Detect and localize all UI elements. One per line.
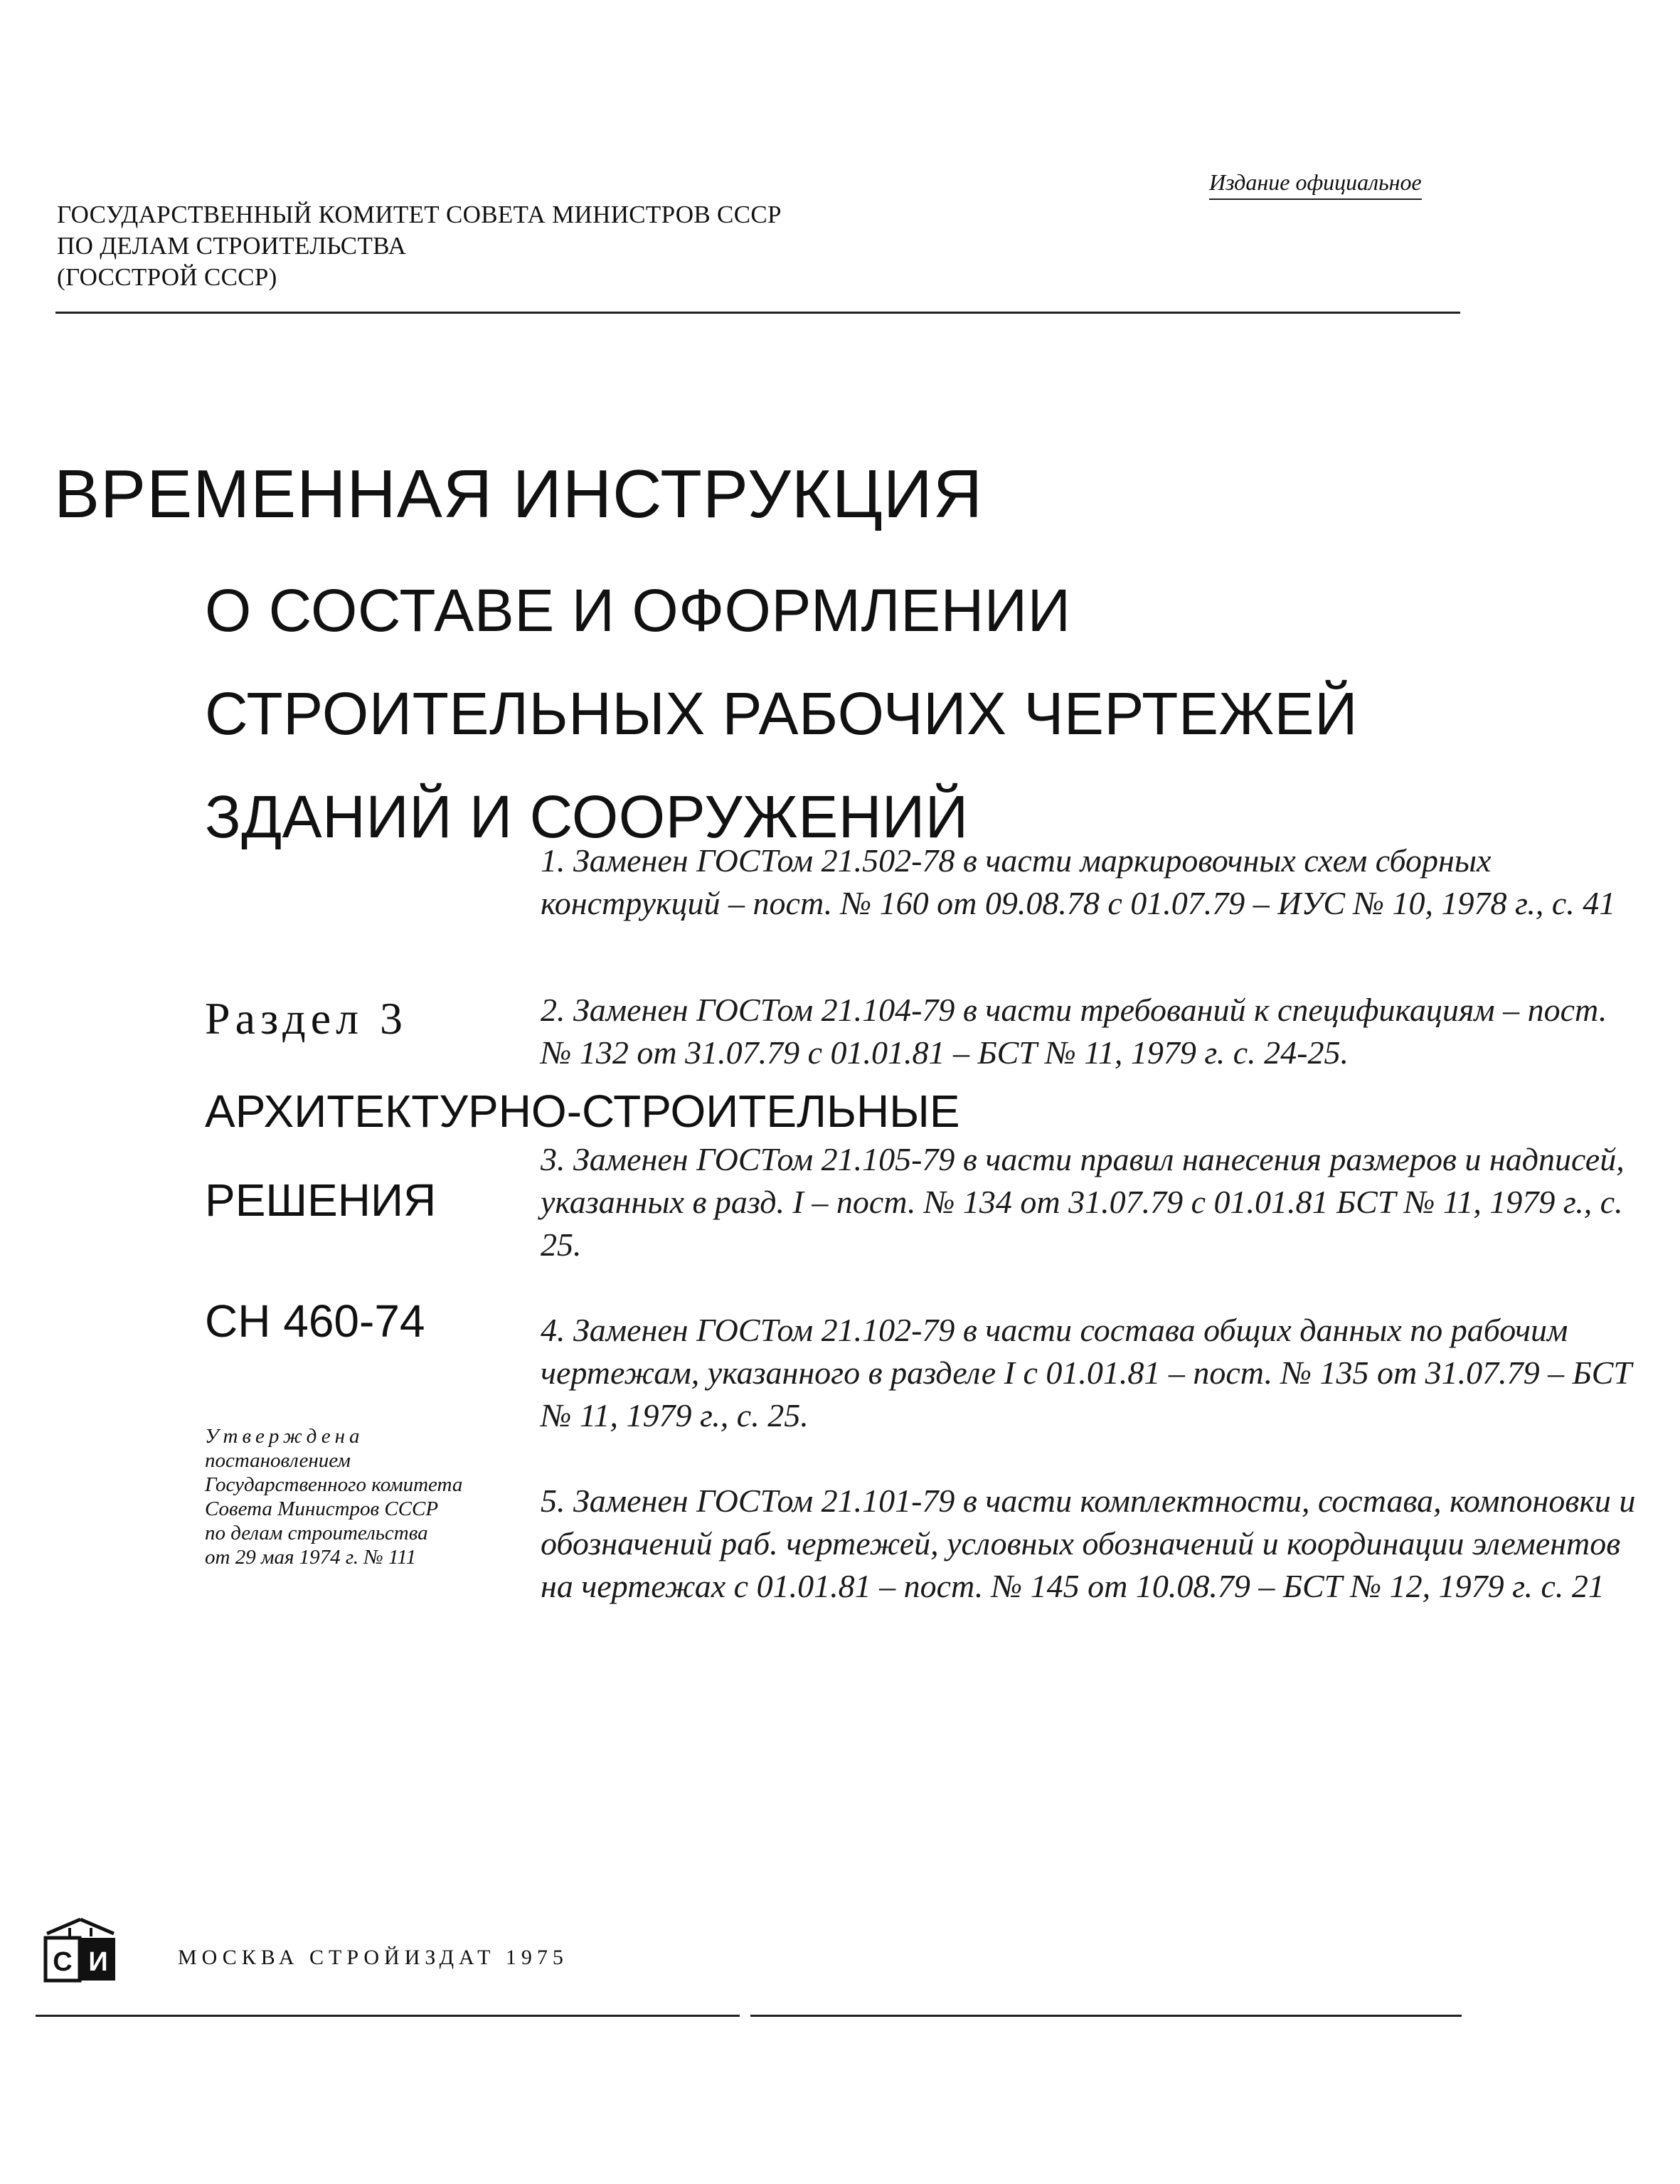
approval-line-4: Совета Министров СССР — [205, 1497, 439, 1520]
approval-line-1: Утверждена — [205, 1425, 364, 1448]
handwritten-note-3: 3. Заменен ГОСТом 21.105-79 в части правил нанесения размеров и надписей, указанных в разд. I – пост. № 134 от 31.07.79 с 01.01.81 БСТ № 11, 1979 г., с. 25. — [541, 1141, 1625, 1263]
committee-line-2: ПО ДЕЛАМ СТРОИТЕЛЬСТВА — [57, 232, 407, 260]
header-rule — [55, 312, 1460, 314]
document-subtitle-line-3: ЗДАНИЙ И СООРУЖЕНИЙ — [205, 783, 969, 850]
footer-rule-right — [750, 2015, 1462, 2017]
committee-line-1: ГОСУДАРСТВЕННЫЙ КОМИТЕТ СОВЕТА МИНИСТРОВ СССР — [57, 201, 782, 228]
document-title: ВРЕМЕННАЯ ИНСТРУКЦИЯ — [54, 456, 984, 532]
section-code: СН 460-74 — [205, 1295, 425, 1347]
edition-label: Издание официальное — [1209, 169, 1422, 200]
handwritten-note-2: 2. Заменен ГОСТом 21.104-79 в части требований к спецификациям – пост. № 132 от 31.07.79 с 01.01.81 – БСТ № 11, 1979 г. с. 24-25. — [541, 992, 1607, 1071]
section-label: Раздел 3 — [205, 993, 408, 1044]
document-subtitle-line-2: СТРОИТЕЛЬНЫХ РАБОЧИХ ЧЕРТЕЖЕЙ — [205, 680, 1358, 747]
handwritten-note-5: 5. Заменен ГОСТом 21.101-79 в части комплектности, состава, компоновки и обозначений раб. чертежей, условных обозначений и координации элементов на чертежах с 01.01.81 – пост. № 145 от 10.08.79 – БСТ № 12, 1979 г. с. 21 — [541, 1483, 1636, 1604]
section-name-line-2: РЕШЕНИЯ — [205, 1175, 437, 1226]
approval-line-3: Государственного комитета — [205, 1473, 463, 1496]
approval-block — [205, 1424, 462, 1569]
publisher-logo — [41, 1914, 119, 1985]
logo-letter-right: И — [88, 1947, 108, 1977]
section-name-line-1: АРХИТЕКТУРНО-СТРОИТЕЛЬНЫЕ — [205, 1086, 960, 1137]
committee-line-3: (ГОССТРОЙ СССР) — [57, 263, 277, 291]
handwritten-note-1: 1. Заменен ГОСТом 21.502-78 в части маркировочных схем сборных конструкций – пост. № 160 от 09.08.78 с 01.07.79 – ИУС № 10, 1978 г., с. 41 — [541, 842, 1616, 921]
logo-letter-left: С — [53, 1947, 73, 1977]
handwritten-note-4: 4. Заменен ГОСТом 21.102-79 в части состава общих данных по рабочим чертежам, указанного в разделе I с 01.01.81 – пост. № 135 от 31.07.79 – БСТ № 11, 1979 г., с. 25. — [541, 1312, 1632, 1433]
approval-line-6: от 29 мая 1974 г. № 111 — [205, 1546, 417, 1569]
publisher-imprint: МОСКВА СТРОЙИЗДАТ 1975 — [178, 1946, 568, 1969]
committee-block — [57, 199, 782, 293]
document-subtitle-line-1: О СОСТАВЕ И ОФОРМЛЕНИИ — [205, 577, 1071, 644]
approval-line-2: постановлением — [205, 1449, 351, 1472]
footer-rule-left — [36, 2015, 740, 2017]
approval-line-5: по делам строительства — [205, 1522, 428, 1544]
